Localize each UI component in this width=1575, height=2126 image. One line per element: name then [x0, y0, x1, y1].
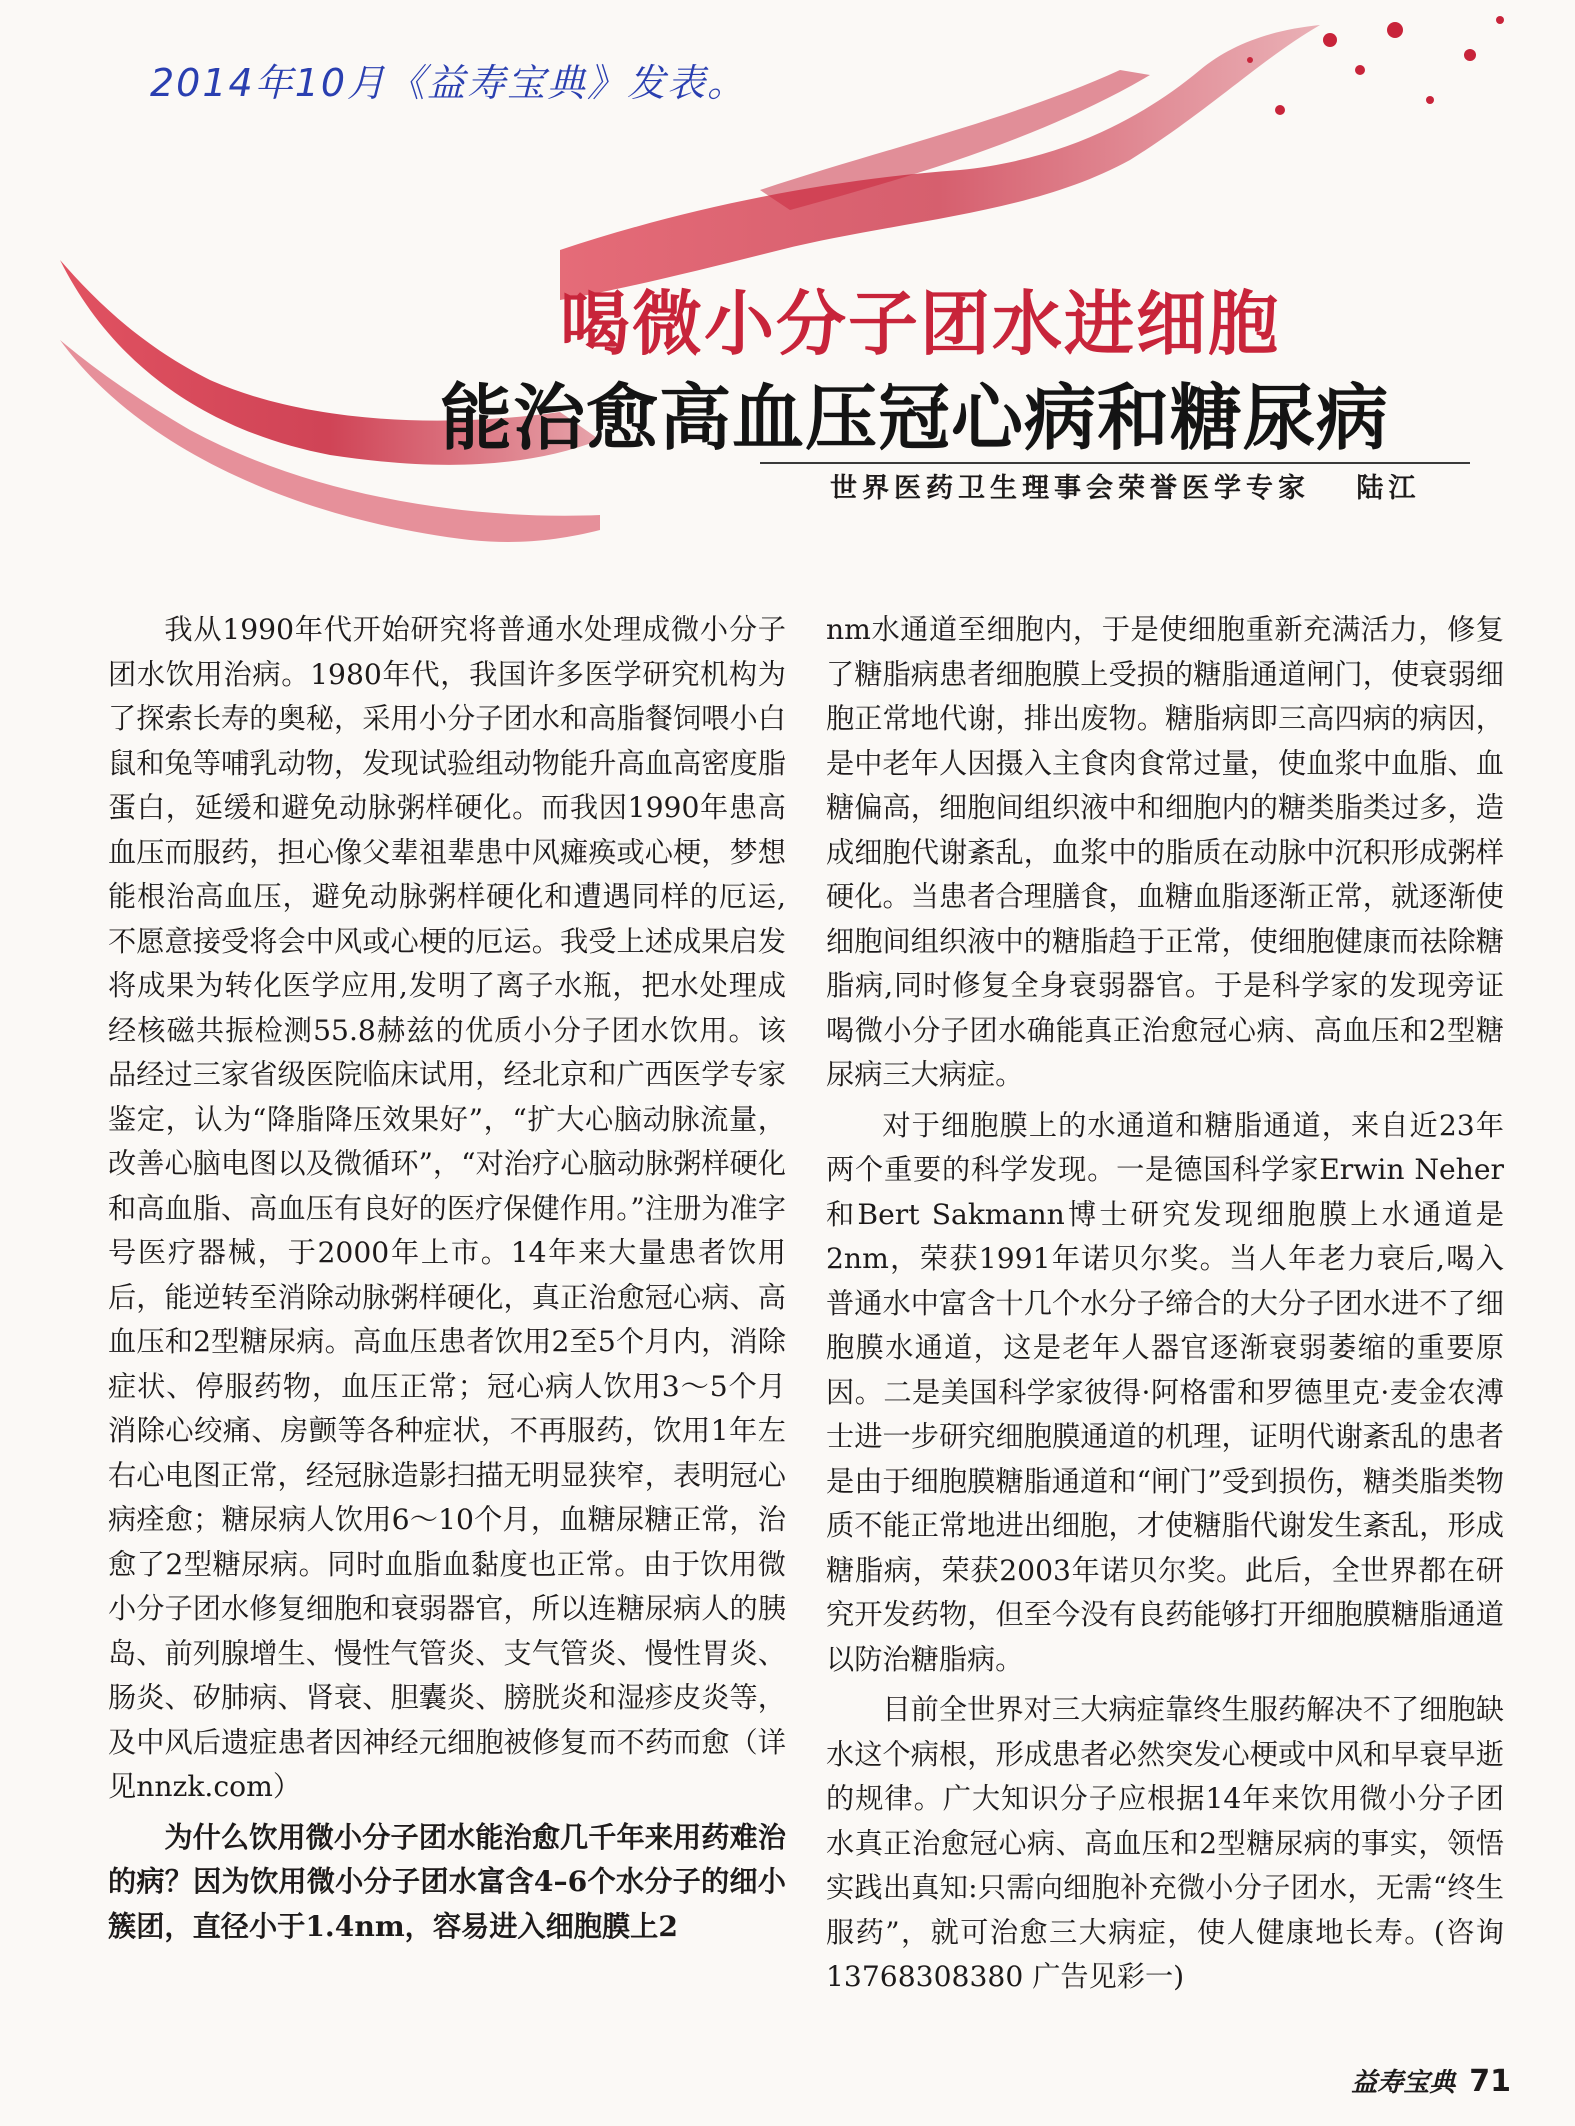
article-title-line2: 能治愈高血压冠心病和糖尿病 [440, 376, 1390, 460]
paragraph-intro: 我从1990年代开始研究将普通水处理成微小分子团水饮用治病。1980年代，我国许多医学研究机构为了探索长寿的奥秘，采用小分子团水和高脂餐饲喂小白鼠和兔等哺乳动物，发现试验组动物能升高血高密度脂蛋白，延缓和避免动脉粥样硬化。而我因1990年患高血压而服药，担心像父辈祖辈患中风瘫痪或心梗，梦想能根治高血压，避免动脉粥样硬化和遭遇同样的厄运,不愿意接受将会中风或心梗的厄运。我受上述成果启发将成果为转化医学应用,发明了离子水瓶，把水处理成经核磁共振检测55.8赫兹的优质小分子团水饮用。该品经过三家省级医院临床试用，经北京和广西医学专家鉴定，认为“降脂降压效果好”，“扩大心脑动脉流量，改善心脑电图以及微循环”，“对治疗心脑动脉粥样硬化和高血脂、高血压有良好的医疗保健作用。”注册为准字号医疗器械，于2000年上市。14年来大量患者饮用后，能逆转至消除动脉粥样硬化，真正治愈冠心病、高血压和2型糖尿病。高血压患者饮用2至5个月内，消除症状、停服药物，血压正常；冠心病人饮用3～5个月消除心绞痛、房颤等各种症状，不再服药，饮用1年左右心电图正常，经冠脉造影扫描无明显狭窄，表明冠心病痊愈；糖尿病人饮用6～10个月，血糖尿糖正常，治愈了2型糖尿病。同时血脂血黏度也正常。由于饮用微小分子团水修复细胞和衰弱器官，所以连糖尿病人的胰岛、前列腺增生、慢性气管炎、支气管炎、慢性胃炎、肠炎、矽肺病、肾衰、胆囊炎、膀胱炎和湿疹皮炎等，及中风后遗症患者因神经元细胞被修复而不药而愈（详见nnzk.com） [108, 613, 786, 1803]
page-number: 71 [1469, 2064, 1511, 2099]
paragraph-conclusion: 目前全世界对三大病症靠终生服药解决不了细胞缺水这个病根，形成患者必然突发心梗或中风和早衰早逝的规律。广大知识分子应根据14年来饮用微小分子团水真正治愈冠心病、高血压和2型糖尿病的事实，领悟实践出真知:只需向细胞补充微小分子团水，无需“终生服药”，就可治愈三大病症，使人健康地长寿。(咨询13768308380 广告见彩一) [826, 1693, 1504, 1993]
paragraph-why: 为什么饮用微小分子团水能治愈几千年来用药难治的病？因为饮用微小分子团水富含4–6个水分子的细小簇团，直径小于1.4nm，容易进入细胞膜上2 [108, 1820, 786, 1943]
author-byline: 世界医药卫生理事会荣誉医学专家 陆江 [830, 473, 1421, 504]
paragraph-continued: nm水通道至细胞内，于是使细胞重新充满活力，修复了糖脂病患者细胞膜上受损的糖脂通道闸门，使衰弱细胞正常地代谢，排出废物。糖脂病即三高四病的病因，是中老年人因摄入主食肉食常过量，使血浆中血脂、血糖偏高，细胞间组织液中和细胞内的糖类脂类过多，造成细胞代谢紊乱，血浆中的脂质在动脉中沉积形成粥样硬化。当患者合理膳食，血糖血脂逐渐正常，就逐渐使细胞间组织液中的糖脂趋于正常，使细胞健康而祛除糖脂病,同时修复全身衰弱器官。于是科学家的发现旁证喝微小分子团水确能真正治愈冠心病、高血压和2型糖尿病三大病症。 [826, 613, 1504, 1091]
article-title-line1: 喝微小分子团水进细胞 [560, 283, 1280, 365]
title-rule [760, 462, 1470, 464]
paragraph-discoveries: 对于细胞膜上的水通道和糖脂通道，来自近23年两个重要的科学发现。一是德国科学家Erwin Neher和Bert Sakmann博士研究发现细胞膜上水通道是2nm，荣获1991年诺贝尔奖。当人年老力衰后,喝入普通水中富含十几个水分子缔合的大分子团水进不了细胞膜水通道，这是老年人器官逐渐衰弱萎缩的重要原因。二是美国科学家彼得·阿格雷和罗德里克·麦金农溥士进一步研究细胞膜通道的机理，证明代谢紊乱的患者是由于细胞膜糖脂通道和“闸门”受到损伤，糖类脂类物质不能正常地进出细胞，才使糖脂代谢发生紊乱，形成糖脂病，荣获2003年诺贝尔奖。此后，全世界都在研究开发药物，但至今没有良药能够打开细胞膜糖脂通道以防治糖脂病。 [826, 1108, 1504, 1676]
body-column-left [108, 608, 786, 1955]
page-footer [1351, 2062, 1511, 2099]
magazine-name: 益寿宝典 [1351, 2068, 1456, 2098]
handwritten-note: 2014年10月《益寿宝典》发表。 [150, 61, 748, 105]
body-column-right [826, 608, 1504, 2006]
